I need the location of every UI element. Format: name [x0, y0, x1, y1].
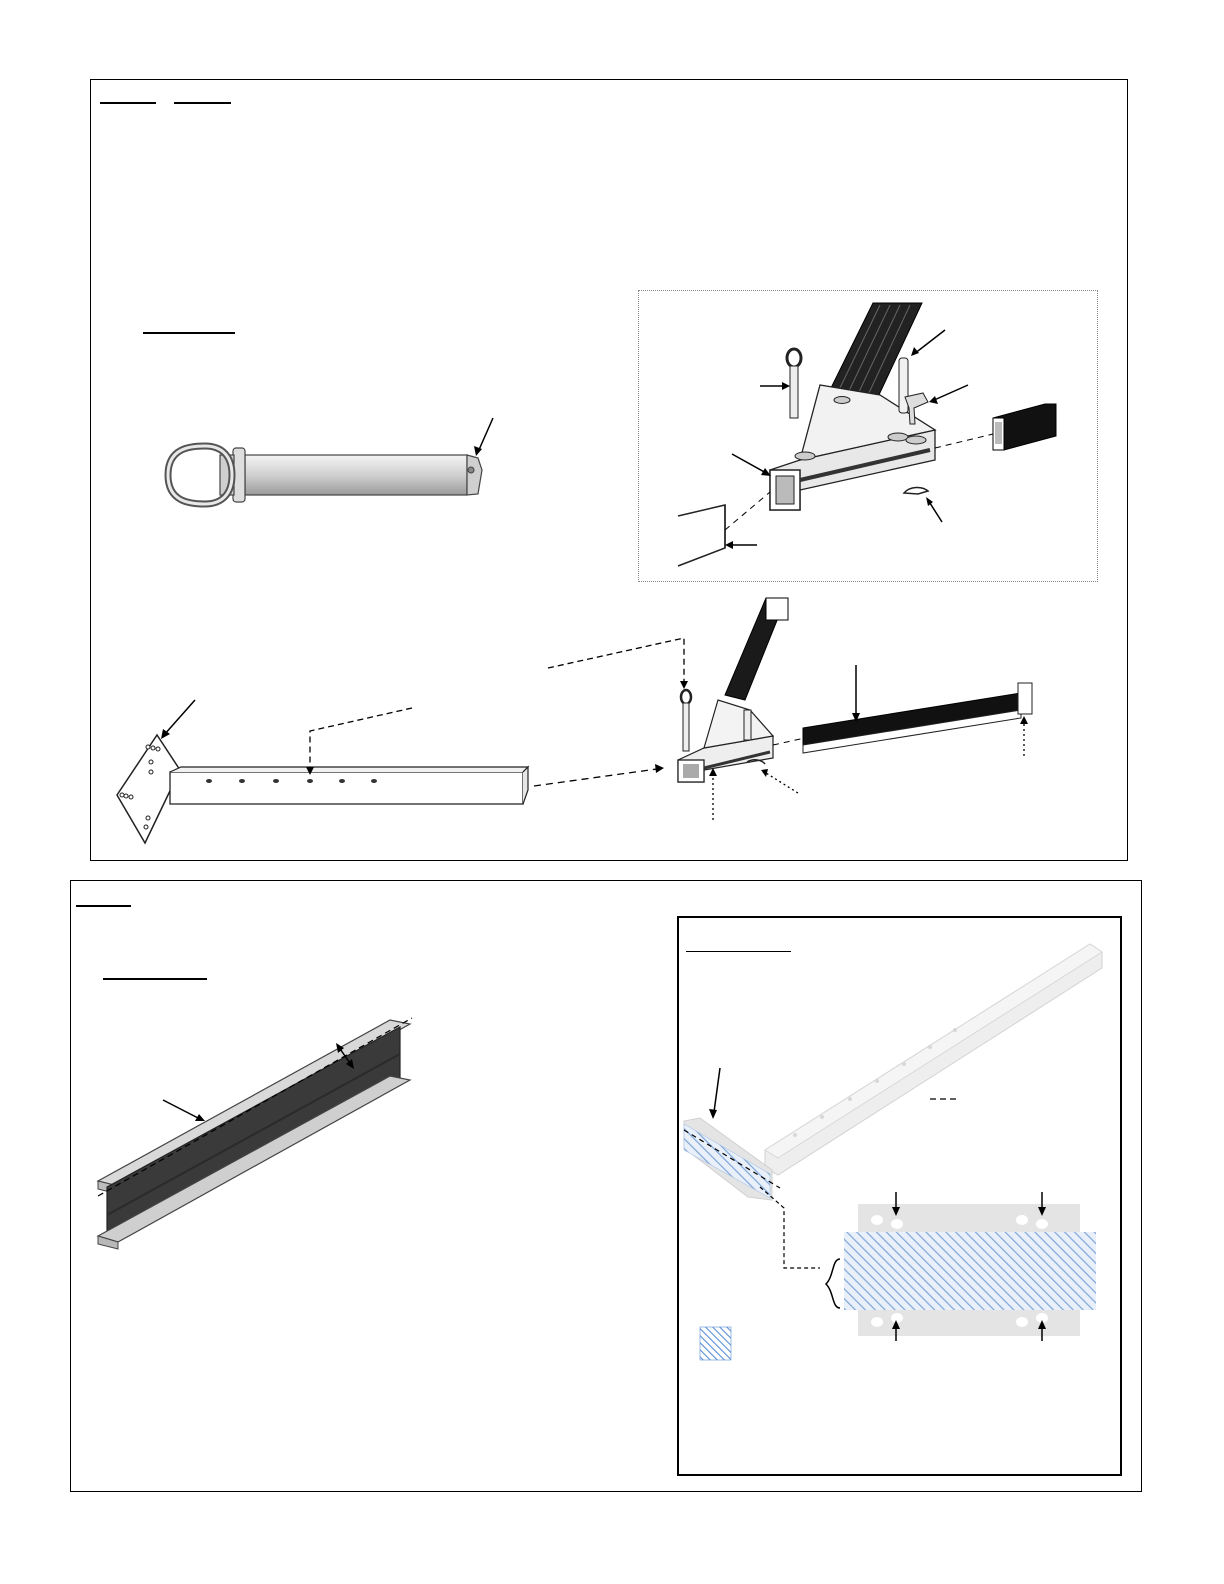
exploded-view-inset-frame	[638, 290, 1098, 582]
mounting-inset-frame	[677, 916, 1122, 1476]
inset-heading-underline	[686, 951, 791, 952]
bottom-subheading-underline	[103, 978, 207, 980]
top-section-heading-underline-1	[100, 102, 156, 104]
bottom-section-heading-underline	[76, 905, 131, 907]
top-section-heading-underline-2	[174, 102, 231, 104]
top-subheading-underline	[143, 332, 235, 334]
